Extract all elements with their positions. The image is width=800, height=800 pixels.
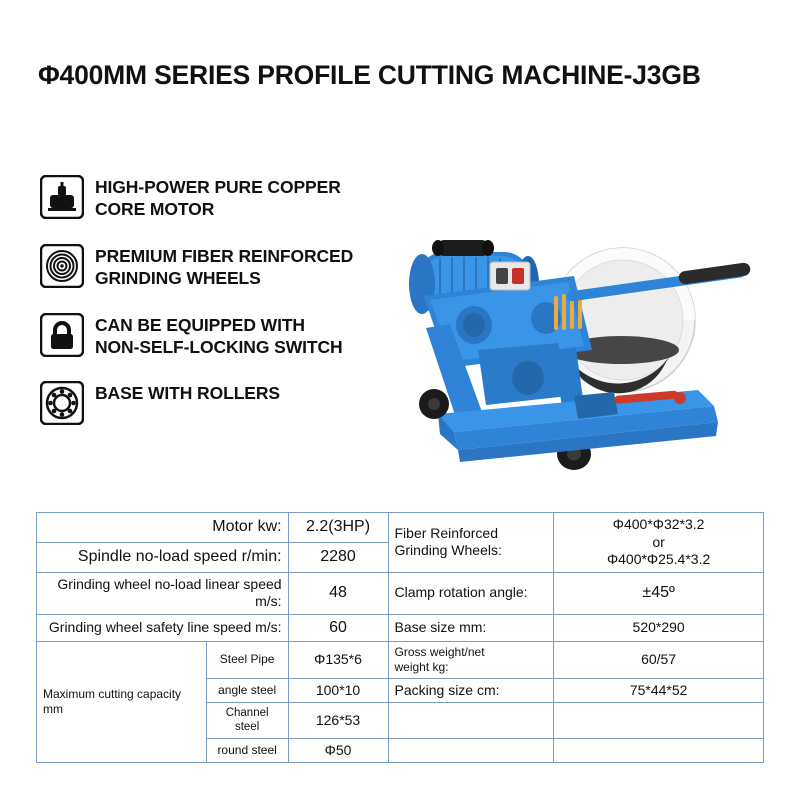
motor-icon bbox=[40, 175, 84, 219]
cell-angle-steel-label: angle steel bbox=[206, 678, 288, 703]
cell-clamp-label: Clamp rotation angle: bbox=[388, 572, 554, 614]
cell-motor-value: 2.2(3HP) bbox=[288, 513, 388, 543]
cell-angle-steel-value: 100*10 bbox=[288, 678, 388, 703]
cell-packing-value: 75*44*52 bbox=[554, 678, 764, 703]
feature-label-motor bbox=[95, 175, 341, 221]
wheels-label-line2: Grinding Wheels: bbox=[394, 542, 502, 559]
cell-weight-value: 60/57 bbox=[554, 641, 764, 678]
feature-label-switch bbox=[95, 313, 343, 359]
cell-packing-label: Packing size cm: bbox=[388, 678, 554, 703]
cell-noload-label: Grinding wheel no-load linear speed m/s: bbox=[37, 572, 289, 614]
cell-empty-1 bbox=[388, 703, 554, 739]
wheels-value-line3: Φ400*Φ25.4*3.2 bbox=[606, 551, 711, 567]
cell-base-label: Base size mm: bbox=[388, 614, 554, 641]
feature-line-1: BASE WITH ROLLERS bbox=[95, 383, 280, 404]
feature-line-1: HIGH-POWER PURE COPPER bbox=[95, 177, 341, 197]
wheels-label-line1: Fiber Reinforced bbox=[394, 524, 498, 541]
feature-line-1: CAN BE EQUIPPED WITH bbox=[95, 314, 305, 335]
cell-empty-3 bbox=[388, 738, 554, 763]
feature-item-rollers bbox=[40, 381, 390, 425]
cell-channel-steel-value: 126*53 bbox=[288, 703, 388, 739]
cell-motor-label: Motor kw: bbox=[37, 513, 289, 543]
cell-clamp-value: ±45º bbox=[554, 572, 764, 614]
weight-label-line2: weight kg: bbox=[394, 659, 449, 674]
grinding-wheel-icon bbox=[40, 244, 84, 288]
wheels-value-line1: Φ400*Φ32*3.2 bbox=[612, 516, 705, 532]
feature-item-motor bbox=[40, 175, 390, 221]
cell-steel-pipe-value: Φ135*6 bbox=[288, 641, 388, 678]
table-row bbox=[37, 641, 764, 678]
cell-wheels-value bbox=[554, 513, 764, 573]
feature-line-1: PREMIUM FIBER REINFORCED bbox=[95, 245, 354, 266]
cell-safety-label: Grinding wheel safety line speed m/s: bbox=[37, 614, 289, 641]
cell-round-steel-value: Φ50 bbox=[288, 738, 388, 763]
cell-channel-steel-label bbox=[206, 703, 288, 739]
cell-noload-value: 48 bbox=[288, 572, 388, 614]
cell-empty-4 bbox=[554, 738, 764, 763]
cell-safety-value: 60 bbox=[288, 614, 388, 641]
feature-line-2: GRINDING WHEELS bbox=[95, 268, 261, 289]
page-title: Φ400MM SERIES PROFILE CUTTING MACHINE-J3GB bbox=[38, 60, 701, 90]
feature-item-switch bbox=[40, 313, 390, 359]
product-image bbox=[378, 200, 778, 490]
cell-base-value: 520*290 bbox=[554, 614, 764, 641]
cell-capacity-label: Maximum cutting capacity mm bbox=[37, 641, 207, 763]
table-row bbox=[37, 614, 764, 641]
feature-line-2: NON-SELF-LOCKING SWITCH bbox=[95, 336, 343, 357]
feature-label-rollers bbox=[95, 381, 280, 404]
channel-label-line1: Channel bbox=[225, 707, 269, 719]
lock-icon bbox=[40, 313, 84, 357]
cell-wheels-label bbox=[388, 513, 554, 573]
roller-bearing-icon bbox=[40, 381, 84, 425]
cell-weight-label bbox=[388, 641, 554, 678]
channel-label-line2: steel bbox=[234, 721, 260, 734]
cell-round-steel-label: round steel bbox=[206, 738, 288, 763]
feature-item-grinding-wheels bbox=[40, 244, 390, 290]
feature-list bbox=[40, 175, 390, 448]
cell-empty-2 bbox=[554, 703, 764, 739]
table-row bbox=[37, 513, 764, 543]
cell-spindle-label: Spindle no-load speed r/min: bbox=[37, 542, 289, 572]
weight-label-line1: Gross weight/net bbox=[394, 644, 485, 659]
feature-label-grinding-wheels bbox=[95, 244, 353, 290]
specification-table bbox=[36, 512, 764, 763]
table-row bbox=[37, 572, 764, 614]
feature-line-2: CORE MOTOR bbox=[95, 199, 215, 220]
cell-steel-pipe-label: Steel Pipe bbox=[206, 641, 288, 678]
cell-spindle-value: 2280 bbox=[288, 542, 388, 572]
wheels-value-line2: or bbox=[652, 533, 665, 550]
